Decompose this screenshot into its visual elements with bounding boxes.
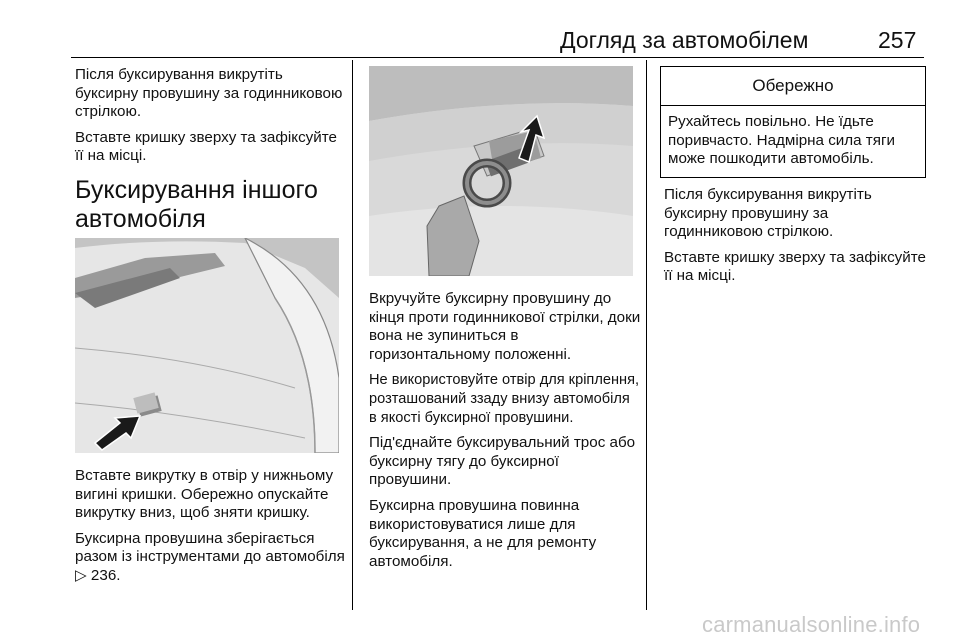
header-rule (71, 57, 924, 58)
cover-removal-image (75, 238, 339, 453)
col1-para2: Вставте кришку зверху та зафіксуйте її на місці. (75, 128, 337, 165)
col1-para3: Вставте викрутку в отвір у нижньому вигині кришки. Обережно опускайте викрутку вниз, щоб зняти кришку. (75, 467, 334, 522)
caution-box (660, 66, 926, 178)
cover-removal-illustration (75, 238, 339, 453)
column-divider-1 (352, 60, 353, 610)
col1-para4 (75, 530, 349, 586)
col2-para2: Не використовуйте отвір для кріплення, розташований ззаду внизу автомобіля в якості буксирної провушини. (369, 372, 640, 426)
watermark: carmanualsonline.info (702, 612, 921, 637)
col2-para3: Під'єднайте буксирувальний трос або буксирну тягу до буксирної провушини. (369, 434, 636, 489)
col2-text (369, 290, 641, 578)
column-divider-2 (646, 60, 647, 610)
col1-bottom-text (75, 467, 349, 593)
col2-para1: Вкручуйте буксирну провушину до кінця проти годинникової стрілки, доки вона не зупиниться в горизонтальному положенні. (369, 290, 641, 363)
tow-eye-image (369, 66, 633, 276)
col2-para4: Буксирна провушина повинна використовуватися лише для буксирування, а не для ремонту автомобіля. (369, 496, 597, 570)
section-heading: Буксирування іншого автомобіля (75, 176, 318, 233)
caution-title: Обережно (661, 67, 925, 106)
col1-top-text (75, 66, 345, 173)
page-reference-icon[interactable]: ▷ (75, 566, 87, 584)
col1-para1: Після буксирування викрутіть буксирну провушину за годинниковою стрілкою. (75, 66, 343, 121)
header-title: Догляд за автомобілем (560, 27, 809, 53)
col3-para1: Після буксирування викрутіть буксирну провушину за годинниковою стрілкою. (664, 186, 872, 241)
col3-text (664, 186, 926, 293)
col1-para4-text: Буксирна провушина зберігається разом із інструментами до автомобіля (75, 529, 345, 566)
caution-text: Рухайтесь повільно. Не їдьте поривчасто. Надмірна сила тяги може пошкодити автомобіль. (668, 113, 896, 168)
page-number: 257 (878, 27, 917, 53)
col3-para2: Вставте кришку зверху та зафіксуйте її на місці. (664, 248, 926, 285)
tow-eye-illustration (369, 66, 633, 276)
col1-para4-ref[interactable]: 236. (90, 566, 121, 584)
